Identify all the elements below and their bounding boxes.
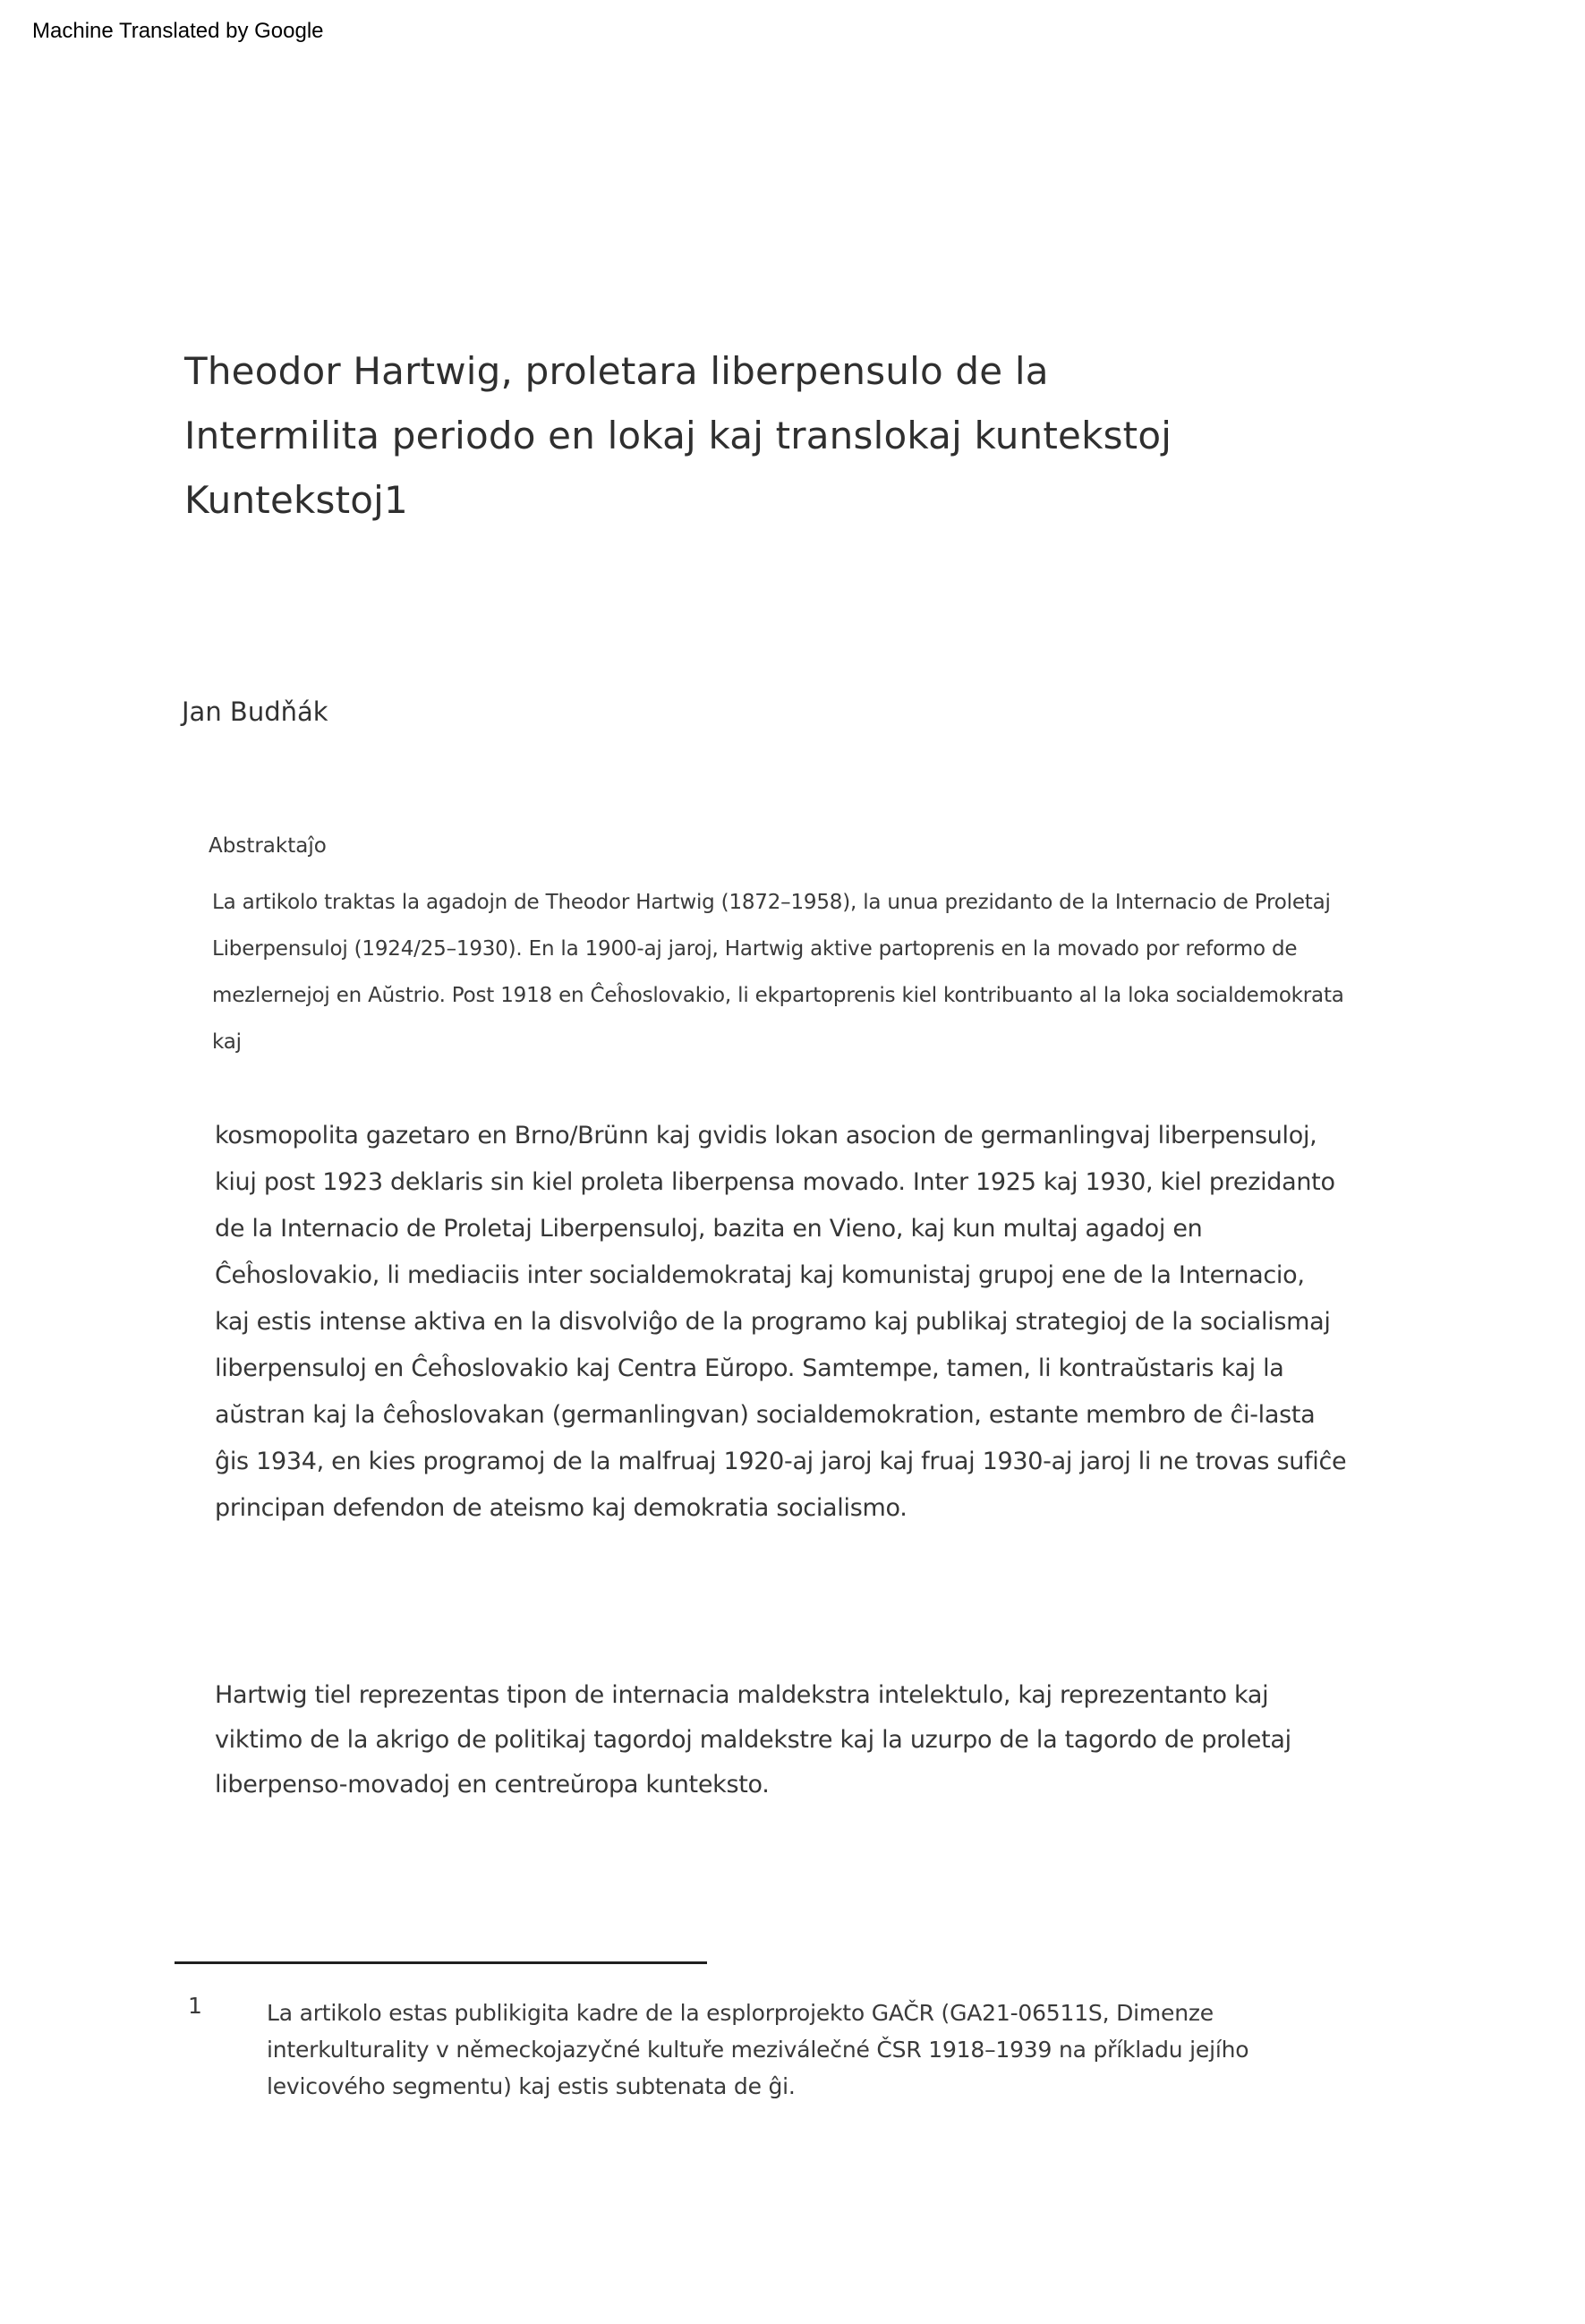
abstract-label: Abstraktaĵo [209,834,327,858]
footnote [267,1995,1248,2105]
body-line: kaj estis intense aktiva en la disvolviĝo de la programo kaj publikaj strategioj de la socialismaj [215,1308,1331,1336]
footnote-marker: 1 [188,1993,202,2019]
body-line: Hartwig tiel reprezentas tipon de internacia maldekstra intelektulo, kaj reprezentanto kaj [215,1681,1269,1709]
footnote-line: La artikolo estas publikigita kadre de la esplorprojekto GAČR (GA21-06511S, Dimenze [267,2000,1214,2026]
footnote-line: interkulturality v německojazyčné kultuře meziválečné ČSR 1918–1939 na příkladu jejího [267,2037,1249,2063]
body-paragraph-2 [215,1673,1291,1807]
footnote-separator-rule [175,1961,707,1964]
abstract-line: Liberpensuloj (1924/25–1930). En la 1900-aj jaroj, Hartwig aktive partoprenis en la movado por reformo de [212,937,1298,961]
article-title-line: Kuntekstoj1 [184,478,408,522]
article-title [184,339,1172,533]
body-line: Ĉeĥoslovakio, li mediaciis inter socialdemokrataj kaj komunistaj grupoj ene de la Internacio, [215,1261,1305,1289]
body-line: aŭstran kaj la ĉeĥoslovakan (germanlingvan) socialdemokration, estante membro de ĉi-lasta [215,1401,1316,1429]
body-line: liberpenso-movadoj en centreŭropa kunteksto. [215,1771,770,1799]
article-title-line: Theodor Hartwig, proletara liberpensulo de la [184,349,1049,393]
body-line: kosmopolita gazetaro en Brno/Brünn kaj gvidis lokan asocion de germanlingvaj liberpensuloj, [215,1122,1317,1149]
body-line: principan defendon de ateismo kaj demokratia socialismo. [215,1494,908,1522]
body-line: ĝis 1934, en kies programoj de la malfruaj 1920-aj jaroj kaj fruaj 1930-aj jaroj li ne trovas sufiĉe [215,1448,1347,1475]
abstract-paragraph [212,879,1344,1065]
machine-translated-watermark: Machine Translated by Google [32,19,324,43]
body-paragraph-1 [215,1113,1346,1532]
body-line: viktimo de la akrigo de politikaj tagordoj maldekstre kaj la uzurpo de la tagordo de proletaj [215,1726,1291,1754]
abstract-line: La artikolo traktas la agadojn de Theodor Hartwig (1872–1958), la unua prezidanto de la Internacio de Proletaj [212,891,1331,914]
author-name: Jan Budňák [182,696,328,727]
body-line: de la Internacio de Proletaj Liberpensuloj, bazita en Vieno, kaj kun multaj agadoj en [215,1215,1203,1243]
article-title-line: Intermilita periodo en lokaj kaj translokaj kuntekstoj [184,414,1172,457]
abstract-line: mezlernejoj en Aŭstrio. Post 1918 en Ĉeĥoslovakio, li ekpartoprenis kiel kontribuanto al la loka socialdemokrata [212,984,1344,1007]
body-line: kiuj post 1923 deklaris sin kiel proleta liberpensa movado. Inter 1925 kaj 1930, kiel prezidanto [215,1168,1335,1196]
abstract-line: kaj [212,1030,242,1054]
footnote-line: levicového segmentu) kaj estis subtenata de ĝi. [267,2073,796,2099]
body-line: liberpensuloj en Ĉeĥoslovakio kaj Centra Eŭropo. Samtempe, tamen, li kontraŭstaris kaj la [215,1354,1284,1382]
